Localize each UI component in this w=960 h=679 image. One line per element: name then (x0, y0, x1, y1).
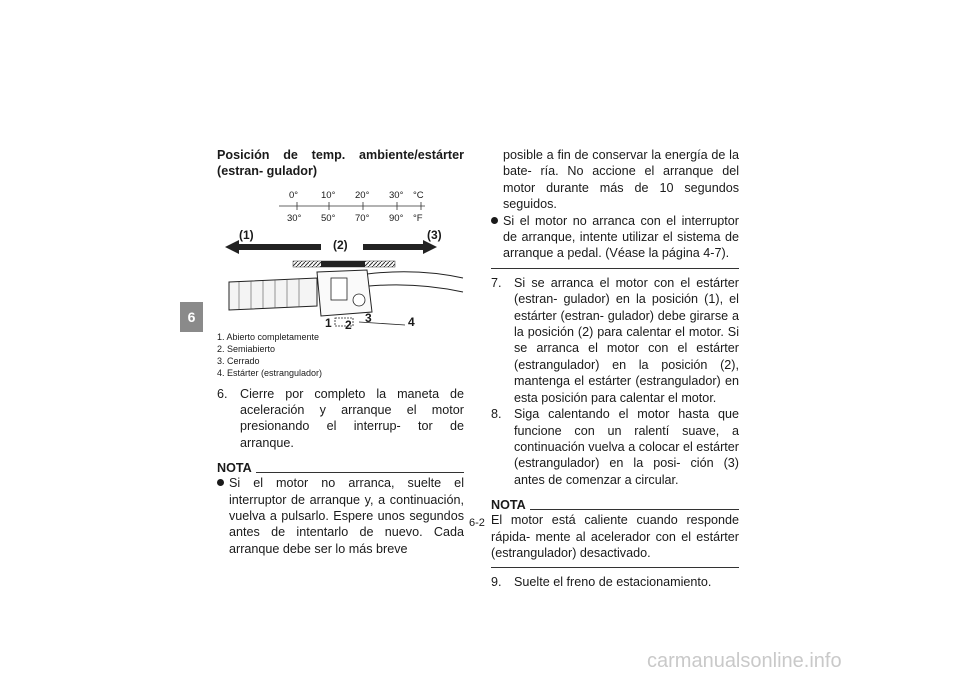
figure-legend (217, 331, 464, 380)
nota-header (491, 498, 739, 512)
bullet-icon (217, 479, 224, 486)
position-3-label: (3) (427, 227, 442, 242)
f-50: 50° (321, 212, 336, 224)
f-70: 70° (355, 212, 370, 224)
nota-title: NOTA (217, 461, 252, 476)
step-number: 9. (491, 575, 502, 590)
nota-bullet-continued: posible a fin de conservar la energía de la bate- ría. No accione el arranque del motor durante más de 10 segundos seguidos. (503, 148, 739, 212)
step-number: 8. (491, 407, 502, 422)
legend-item: 1. Abierto completamente (217, 331, 320, 342)
nota-rule (530, 509, 739, 510)
step-text: Cierre por completo la maneta de aceleración y arranque el motor presionando el interrup- tor de arranque. (240, 386, 464, 450)
f-90: 90° (389, 212, 404, 224)
handlebar-illustration (217, 182, 464, 327)
callout-4: 4 (408, 314, 415, 329)
bullet-icon (491, 217, 498, 224)
step-text: Suelte el freno de estacionamiento. (514, 575, 712, 590)
position-2-label: (2) (333, 237, 348, 252)
bullet-text: Si el motor no arranca, suelte el interruptor de arranque y, a continuación, vuelva a pulsarlo. Espere unos segundos antes de intentarlo de nuevo. Cada arranque debe ser lo más breve (229, 476, 464, 556)
choke-figure (217, 182, 464, 332)
left-column (217, 147, 464, 557)
legend-item: 2. Semiabierto (217, 344, 276, 355)
nota-end-rule (491, 567, 739, 568)
legend-item: 4. Estárter (estrangulador) (217, 368, 323, 379)
callout-1: 1 (325, 315, 332, 330)
step-6 (217, 386, 464, 452)
step-text: Siga calentando el motor hasta que funcione con un ralentí suave, a continuación vuelva a colocar el estárter (estrangulador) en la posi- ción (3) antes de comenzar a circular. (514, 407, 739, 487)
callout-2: 2 (345, 317, 352, 332)
step-text: Si se arranca el motor con el estárter (estran- gulador) en la posición (1), el estárter (estran- gulador) debe girarse a la posición (2) para calentar el motor. Si se arranca el motor con el estárter (estrangulador) en la posición (2), mantenga el estárter (estrangulador) en esta posición para calentar el motor. (514, 275, 739, 405)
step-7 (491, 275, 739, 406)
chapter-tab: 6 (180, 302, 203, 332)
position-1-label: (1) (239, 227, 254, 242)
arrow-right-icon (363, 240, 437, 254)
c-20: 20° (355, 189, 370, 201)
right-column (491, 147, 739, 591)
bullet-text: Si el motor no arranca con el interruptor de arranque, intente utilizar el sistema de arranque a pedal. (Véase la página 4-7). (503, 213, 739, 261)
section-heading: Posición de temp. ambiente/estárter (estran- gulador) (217, 148, 464, 179)
nota-bullet (491, 213, 739, 262)
page-number: 6-2 (469, 517, 485, 529)
callout-3: 3 (365, 310, 372, 325)
nota-text: El motor está caliente cuando responde rápida- mente al acelerador con el estárter (estrangulador) desactivado. (491, 513, 739, 560)
nota-header (217, 461, 464, 475)
nota-end-rule (491, 268, 739, 269)
watermark: carmanualsonline.info (647, 650, 842, 672)
f-unit: °F (413, 212, 423, 224)
c-unit: °C (413, 189, 424, 201)
step-9 (491, 574, 739, 590)
c-10: 10° (321, 189, 336, 201)
step-8 (491, 406, 739, 488)
legend-item: 3. Cerrado (217, 356, 260, 367)
nota-rule (256, 472, 464, 473)
step-number: 7. (491, 275, 502, 290)
c-30: 30° (389, 189, 404, 201)
grip (229, 278, 317, 310)
nota-title: NOTA (491, 498, 526, 513)
c-0: 0° (289, 189, 299, 201)
f-30: 30° (287, 212, 302, 224)
nota-bullet (217, 475, 464, 557)
step-number: 6. (217, 386, 228, 401)
